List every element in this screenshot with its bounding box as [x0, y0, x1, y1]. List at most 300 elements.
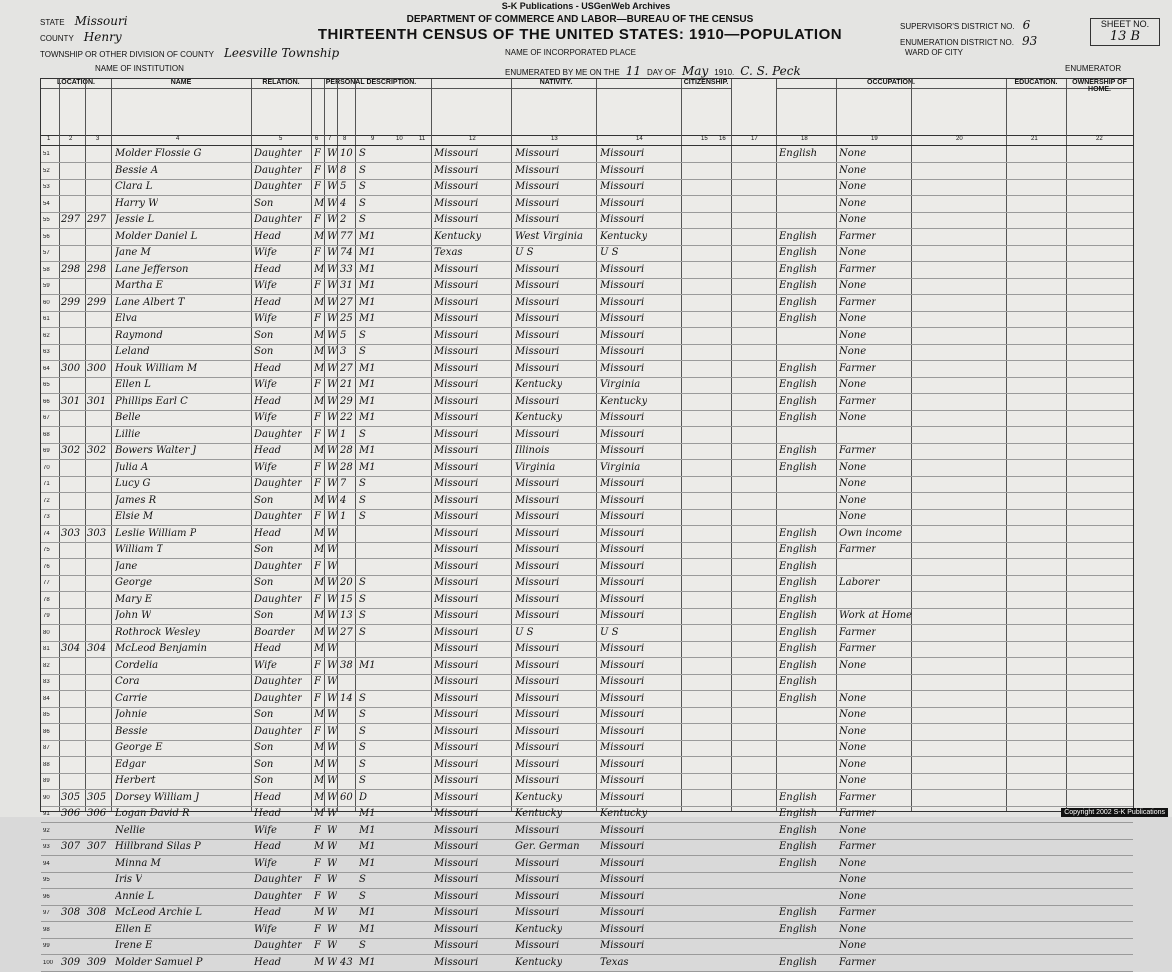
row-lg: English: [779, 659, 818, 671]
row-ms: S: [359, 692, 366, 704]
row-oc: Farmer: [839, 626, 877, 638]
row-pob: Missouri: [434, 527, 479, 539]
row-mpob: Missouri: [600, 775, 645, 786]
row-rc: W: [327, 775, 338, 786]
row-ms: S: [359, 725, 366, 737]
row-dw: 299: [61, 296, 81, 308]
row-ln: 90: [43, 794, 50, 801]
row-rel: Head: [254, 362, 282, 374]
row-fpob: Missouri: [515, 280, 560, 291]
row-rc: W: [327, 758, 338, 770]
incorporated-place-label: NAME OF INCORPORATED PLACE: [505, 48, 636, 57]
row-fpob: Missouri: [515, 263, 560, 275]
row-ms: M1: [359, 923, 376, 935]
township-value: Leesville Township: [223, 46, 340, 60]
row-ms: S: [359, 709, 366, 720]
row-nm: Ellen E: [115, 923, 152, 935]
row-oc: None: [839, 742, 867, 753]
row-lg: English: [779, 148, 818, 159]
row-lg: English: [779, 461, 818, 473]
row-fpob: Missouri: [515, 643, 560, 654]
row-rel: Son: [254, 329, 274, 341]
row-pob: Missouri: [434, 478, 479, 489]
row-rel: Son: [254, 742, 274, 753]
row-fpob: Illinois: [515, 445, 550, 456]
section-nativity: NATIVITY.: [431, 79, 681, 89]
table-row: [41, 526, 1133, 543]
row-sx: F: [314, 280, 321, 291]
table-row: [41, 625, 1133, 642]
row-ag: 27: [340, 296, 353, 308]
row-sx: M: [314, 956, 325, 968]
row-rc: W: [327, 643, 338, 654]
row-sx: F: [314, 725, 321, 737]
row-mpob: Missouri: [600, 329, 645, 341]
row-sx: F: [314, 593, 321, 605]
row-ms: S: [359, 610, 366, 621]
row-lg: English: [779, 857, 818, 869]
table-row: [41, 443, 1133, 460]
col-number: 14: [636, 136, 643, 142]
row-mpob: Missouri: [600, 527, 645, 539]
col-number: 16: [719, 136, 726, 142]
row-ag: 1: [340, 428, 347, 440]
row-ln: 76: [43, 563, 50, 570]
row-oc: None: [839, 379, 867, 390]
table-row: [41, 938, 1133, 955]
row-nm: George: [115, 577, 153, 588]
row-ms: M1: [359, 313, 376, 324]
supervisor-value: 6: [1022, 18, 1031, 32]
row-fpob: U S: [515, 247, 534, 258]
row-nm: Edgar: [115, 758, 146, 770]
row-dw: 298: [61, 263, 81, 275]
row-ms: S: [359, 775, 366, 786]
row-ln: 78: [43, 596, 50, 603]
row-ms: M1: [359, 841, 376, 852]
row-sx: F: [314, 560, 321, 572]
row-fam: 307: [87, 841, 107, 852]
row-pob: Missouri: [434, 214, 479, 225]
row-rc: W: [327, 709, 338, 720]
row-sx: F: [314, 148, 321, 159]
row-ln: 87: [43, 745, 50, 751]
row-ms: D: [359, 791, 368, 803]
row-sx: M: [314, 263, 325, 275]
row-mpob: Missouri: [600, 362, 645, 374]
row-ln: 52: [43, 167, 50, 174]
row-oc: None: [839, 511, 867, 522]
row-sx: M: [314, 346, 325, 357]
table-row: [41, 724, 1133, 741]
table-row: [41, 344, 1133, 361]
row-ms: M1: [359, 280, 376, 291]
row-fpob: Missouri: [515, 907, 560, 918]
row-ms: M1: [359, 362, 376, 374]
table-row: [41, 856, 1133, 873]
row-dw: 303: [61, 527, 81, 539]
row-rel: Daughter: [254, 478, 302, 489]
state-label: STATE: [40, 18, 65, 27]
row-mpob: U S: [600, 626, 619, 638]
row-rel: Daughter: [254, 940, 302, 951]
row-rel: Head: [254, 956, 282, 968]
row-fpob: Missouri: [515, 659, 560, 671]
row-fam: 300: [87, 362, 107, 374]
row-lg: English: [779, 247, 818, 258]
row-pob: Missouri: [434, 511, 479, 522]
row-mpob: Missouri: [600, 940, 645, 951]
row-oc: Farmer: [839, 841, 877, 852]
row-ln: 51: [43, 151, 50, 157]
row-pob: Missouri: [434, 560, 479, 572]
row-dw: 305: [61, 791, 81, 803]
row-fpob: Missouri: [515, 544, 560, 555]
row-ag: 27: [340, 362, 353, 374]
row-rel: Head: [254, 395, 282, 407]
row-oc: None: [839, 181, 867, 192]
enumerated-label: ENUMERATED BY ME ON THE: [505, 68, 620, 77]
row-sx: M: [314, 907, 325, 918]
row-nm: Lucy G: [115, 478, 151, 489]
row-fpob: Kentucky: [515, 412, 563, 423]
row-pob: Missouri: [434, 775, 479, 786]
row-ln: 70: [43, 464, 50, 471]
row-nm: Carrie: [115, 692, 148, 704]
row-fpob: Missouri: [515, 197, 560, 209]
row-mpob: Kentucky: [600, 395, 648, 407]
row-pob: Missouri: [434, 379, 479, 390]
row-fpob: Missouri: [515, 428, 560, 440]
row-mpob: Kentucky: [600, 808, 648, 819]
row-fpob: Missouri: [515, 610, 560, 621]
enum-district-label: ENUMERATION DISTRICT NO.: [900, 38, 1014, 47]
row-rc: W: [327, 907, 338, 918]
row-mpob: Missouri: [600, 197, 645, 209]
row-sx: F: [314, 824, 321, 836]
row-rc: W: [327, 346, 338, 357]
row-nm: Lillie: [115, 428, 141, 440]
row-ms: M1: [359, 379, 376, 390]
row-nm: Leland: [115, 346, 150, 357]
row-rc: W: [327, 329, 338, 341]
section-relation: RELATION.: [251, 79, 311, 89]
row-ms: S: [359, 874, 366, 885]
row-pob: Missouri: [434, 412, 479, 423]
county-value: Henry: [83, 30, 122, 44]
row-ms: S: [359, 577, 366, 588]
row-pob: Missouri: [434, 593, 479, 605]
row-nm: John W: [115, 610, 152, 621]
row-mpob: Missouri: [600, 725, 645, 737]
row-oc: None: [839, 478, 867, 489]
row-sx: F: [314, 857, 321, 869]
row-rel: Daughter: [254, 593, 302, 605]
row-ln: 84: [43, 695, 50, 702]
col-number: 13: [551, 136, 558, 142]
row-ln: 98: [43, 926, 50, 933]
row-oc: Farmer: [839, 296, 877, 308]
row-mpob: Missouri: [600, 791, 645, 803]
row-oc: None: [839, 940, 867, 951]
row-nm: Julia A: [115, 461, 149, 473]
row-ag: 2: [340, 214, 347, 225]
row-ms: S: [359, 197, 366, 209]
row-rel: Son: [254, 494, 274, 506]
row-rc: W: [327, 181, 338, 192]
table-row: [41, 658, 1133, 675]
table-row: [41, 493, 1133, 510]
table-row: [41, 773, 1133, 790]
table-row: [41, 922, 1133, 939]
header-right: [900, 18, 1037, 50]
row-ln: 57: [43, 250, 50, 256]
row-sx: F: [314, 676, 321, 687]
row-nm: Lane Jefferson: [115, 263, 189, 275]
table-row: [41, 427, 1133, 444]
row-mpob: Missouri: [600, 412, 645, 423]
col-number: 17: [751, 136, 758, 142]
row-mpob: Missouri: [600, 181, 645, 192]
col-number: 4: [176, 136, 180, 142]
row-rel: Daughter: [254, 511, 302, 522]
col-number: 7: [328, 136, 332, 142]
row-pob: Missouri: [434, 280, 479, 291]
row-sx: F: [314, 692, 321, 704]
page-title: THIRTEENTH CENSUS OF THE UNITED STATES: 1910—POPULATION: [317, 26, 843, 43]
sheet-value: 13 B: [1109, 29, 1141, 44]
row-ag: 13: [340, 610, 353, 621]
row-mpob: Missouri: [600, 560, 645, 572]
row-sx: F: [314, 181, 321, 192]
section-occupation: OCCUPATION.: [776, 79, 1006, 89]
row-fam: 298: [87, 263, 107, 275]
col-number: 21: [1031, 136, 1038, 142]
row-lg: English: [779, 527, 818, 539]
row-rel: Head: [254, 841, 282, 852]
row-rc: W: [327, 940, 338, 951]
row-rel: Son: [254, 610, 274, 621]
row-lg: English: [779, 808, 818, 819]
table-row: [41, 262, 1133, 279]
table-row: [41, 311, 1133, 328]
row-ms: M1: [359, 445, 376, 456]
row-rel: Wife: [254, 659, 277, 671]
row-rc: W: [327, 494, 338, 506]
row-ln: 68: [43, 431, 50, 438]
row-oc: None: [839, 214, 867, 225]
row-oc: Farmer: [839, 544, 877, 555]
col-number: 11: [419, 136, 426, 142]
table-row: [41, 806, 1133, 823]
row-rel: Wife: [254, 824, 277, 836]
row-dw: 297: [61, 214, 81, 225]
table-row: [41, 196, 1133, 213]
row-mpob: U S: [600, 247, 619, 258]
year-label: 1910.: [714, 68, 735, 77]
row-rel: Head: [254, 527, 282, 539]
row-mpob: Missouri: [600, 313, 645, 324]
row-mpob: Missouri: [600, 890, 645, 902]
row-sx: M: [314, 643, 325, 654]
row-dw: 308: [61, 907, 81, 918]
row-sx: M: [314, 758, 325, 770]
row-rel: Daughter: [254, 181, 302, 192]
table-row: [41, 361, 1133, 378]
row-ln: 97: [43, 910, 50, 916]
row-pob: Texas: [434, 247, 463, 258]
column-number-row: [41, 135, 1133, 146]
row-fpob: Missouri: [515, 478, 560, 489]
row-ag: 22: [340, 412, 353, 423]
row-fpob: Missouri: [515, 214, 560, 225]
row-rc: W: [327, 214, 338, 225]
row-ms: S: [359, 940, 366, 951]
township-label: TOWNSHIP OR OTHER DIVISION OF COUNTY: [40, 50, 214, 59]
row-sx: M: [314, 742, 325, 753]
row-ms: S: [359, 511, 366, 522]
row-ms: S: [359, 890, 366, 902]
table-row: [41, 278, 1133, 295]
row-rc: W: [327, 296, 338, 308]
table-row: [41, 559, 1133, 576]
row-pob: Missouri: [434, 940, 479, 951]
row-fpob: Missouri: [515, 692, 560, 704]
row-lg: English: [779, 263, 818, 275]
row-mpob: Virginia: [600, 379, 641, 390]
row-pob: Missouri: [434, 181, 479, 192]
col-number: 15: [701, 136, 708, 142]
row-fpob: Kentucky: [515, 791, 563, 803]
row-nm: Logan David R: [115, 808, 190, 819]
row-mpob: Missouri: [600, 346, 645, 357]
row-mpob: Missouri: [600, 874, 645, 885]
table-row: [41, 790, 1133, 807]
row-ln: 66: [43, 398, 50, 405]
row-rc: W: [327, 626, 338, 638]
row-nm: Herbert: [115, 775, 156, 786]
row-pob: Missouri: [434, 313, 479, 324]
row-ln: 94: [43, 860, 50, 867]
row-fpob: Missouri: [515, 560, 560, 572]
table-row: [41, 212, 1133, 229]
department-line: DEPARTMENT OF COMMERCE AND LABOR—BUREAU OF THE CENSUS: [406, 14, 754, 25]
row-sx: F: [314, 659, 321, 671]
row-ln: 100: [43, 959, 54, 966]
row-oc: None: [839, 923, 867, 935]
table-row: [41, 823, 1133, 840]
row-ln: 99: [43, 943, 50, 949]
row-dw: 309: [61, 956, 81, 968]
row-ms: S: [359, 742, 366, 753]
row-rc: W: [327, 263, 338, 275]
table-row: [41, 592, 1133, 609]
row-lg: English: [779, 577, 818, 588]
col-number: 12: [469, 136, 476, 142]
row-ln: 59: [43, 283, 50, 289]
row-fpob: Missouri: [515, 857, 560, 869]
row-lg: English: [779, 643, 818, 654]
row-rc: W: [327, 544, 338, 555]
table-row: [41, 641, 1133, 658]
row-sx: F: [314, 247, 321, 258]
row-rel: Wife: [254, 412, 277, 423]
row-rc: W: [327, 164, 338, 176]
day-of-label: DAY OF: [646, 68, 677, 77]
table-row: [41, 575, 1133, 592]
row-rel: Wife: [254, 280, 277, 291]
row-nm: McLeod Benjamin: [115, 643, 207, 654]
row-oc: Farmer: [839, 791, 877, 803]
row-ln: 63: [43, 349, 50, 355]
row-lg: English: [779, 907, 818, 918]
row-oc: None: [839, 346, 867, 357]
row-rc: W: [327, 956, 338, 968]
row-rc: W: [327, 478, 338, 489]
row-oc: None: [839, 659, 867, 671]
table-row: [41, 691, 1133, 708]
row-oc: Farmer: [839, 907, 877, 918]
row-sx: M: [314, 626, 325, 638]
row-rc: W: [327, 890, 338, 902]
row-dw: 307: [61, 841, 81, 852]
row-ln: 80: [43, 629, 50, 636]
supervisor-label: SUPERVISOR'S DISTRICT NO.: [900, 22, 1015, 31]
row-nm: Bowers Walter J: [115, 445, 197, 456]
row-oc: None: [839, 164, 867, 176]
row-nm: Jane: [115, 560, 138, 572]
row-fpob: Missouri: [515, 940, 560, 951]
row-mpob: Missouri: [600, 857, 645, 869]
row-fpob: Virginia: [515, 461, 556, 473]
row-pob: Missouri: [434, 907, 479, 918]
row-fam: 309: [87, 956, 107, 968]
table-row: [41, 476, 1133, 493]
row-rc: W: [327, 692, 338, 704]
row-ln: 53: [43, 184, 50, 190]
row-rel: Son: [254, 709, 274, 720]
row-fpob: Missouri: [515, 296, 560, 308]
row-nm: Bessie A: [115, 164, 159, 176]
row-pob: Missouri: [434, 874, 479, 885]
row-ag: 29: [340, 395, 353, 407]
column-headers: [41, 79, 1133, 136]
row-rel: Head: [254, 445, 282, 456]
row-nm: Harry W: [115, 197, 159, 209]
table-row: [41, 295, 1133, 312]
row-fpob: Missouri: [515, 577, 560, 588]
row-ms: M1: [359, 395, 376, 407]
row-pob: Missouri: [434, 148, 479, 159]
row-sx: M: [314, 544, 325, 555]
row-ms: M1: [359, 263, 376, 275]
table-row: [41, 872, 1133, 889]
row-sx: F: [314, 511, 321, 522]
row-ag: 28: [340, 461, 353, 473]
row-fam: 308: [87, 907, 107, 918]
col-number: 22: [1096, 136, 1103, 142]
row-ag: 3: [340, 346, 347, 357]
row-nm: Molder Daniel L: [115, 230, 198, 242]
row-rel: Daughter: [254, 428, 302, 440]
row-ag: 77: [340, 230, 353, 242]
section-location: LOCATION.: [41, 79, 111, 89]
row-lg: English: [779, 791, 818, 803]
row-fam: 297: [87, 214, 107, 225]
row-nm: McLeod Archie L: [115, 907, 202, 918]
row-pob: Missouri: [434, 461, 479, 473]
row-lg: English: [779, 841, 818, 852]
